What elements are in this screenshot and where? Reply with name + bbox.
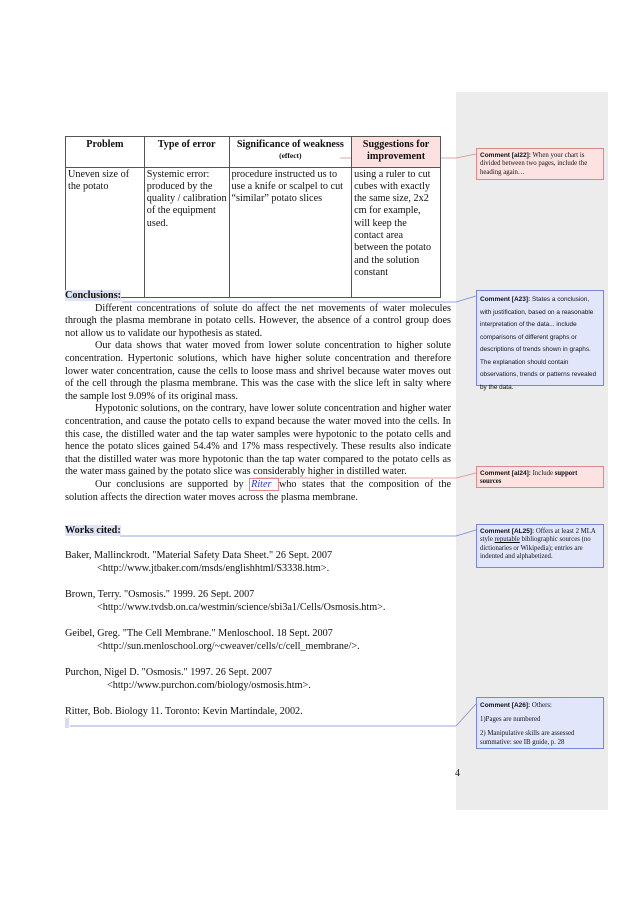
page-edge [608,0,638,902]
table-cell: procedure instructed us to use a knife or scalpel to cut “similar” potato slices [229,167,352,297]
citation-highlight[interactable]: Riter [251,478,277,490]
reference-entry: Ritter, Bob. Biology 11. Toronto: Kevin Martindale, 2002. [65,706,303,717]
header-subtitle: (effect) [279,151,302,161]
page-number: 4 [455,768,460,779]
reference-url: <http://www.purchon.com/biology/osmosis.htm>. [107,680,311,691]
paragraph: Hypotonic solutions, on the contrary, have lower solute concentration and higher water concentration, and cause the potato cells to expand because the water moved into the cells. In this case, the distilled water and the tap water samples were hypotonic to the potato cells and hence the potato slices gained 54.4% and 17% mass respectively. These results also indicate that the distilled water was more hypotonic than the tap water compared to the potato cells as the water mass gained by the potato slice was considerably higher in distilled water. [65,403,451,478]
table-header: Type of error [144,137,229,168]
conclusions-section [65,290,451,504]
paragraph: Our data shows that water moved from lower solute concentration to higher solute concentration. Hypertonic solutions, which have higher solute concentration and therefore lower water concentration, cause the cells to loose mass and shrivel because water moves out of the cell through the plasma membrane. This was the case with the slice left in salty where the sample lost 9.09% of its original mass. [65,340,451,402]
table-cell: using a ruler to cut cubes with exactly the same size, 2x2 cm for example, will keep the contact area between the potato and the solution constant [352,167,441,297]
works-cited-section [65,524,455,718]
table-row [66,167,441,297]
comment-a26[interactable]: Comment [A26]: Others: 1)Pages are numbered 2) Manipulative skills are assessed summative: see IB guide, p. 28 [476,697,604,749]
reference-url: <http://www.tvdsb.on.ca/westmin/science/sbi3a1/Cells/Osmosis.htm>. [97,602,386,613]
table-header: Significance of weakness (effect) [229,137,352,168]
reference-url: <http://www.jtbaker.com/msds/englishhtml/S3338.htm>. [97,563,330,574]
comment-al25[interactable]: Comment [AL25]: Offers at least 2 MLA style reputable bibliographic sources (no dictionaries or Wikipedia); entries are indented and alphabetized. [476,524,604,568]
works-cited-heading: Works cited: [65,525,121,536]
comment-a23[interactable]: Comment [A23]: States a conclusion, with justification, based on a reasonable interpretation of the data... include comparisons of different graphs or descriptions of trends shown in graphs. The explanation should contain observations, trends or patterns revealed by the data. [476,290,604,386]
table-cell: Systemic error: produced by the quality / calibration of the equipment used. [144,167,229,297]
comment-al22[interactable]: Comment [al22]: When your chart is divided between two pages, include the heading again… [476,148,604,180]
table-header: Problem [66,137,145,168]
paragraph: Different concentrations of solute do affect the net movements of water molecules through the plasma membrane in potato cells. However, the absence of a control group does not allow us to validate our hypothesis as stated. [65,302,451,339]
table-cell: Uneven size of the potato [66,167,145,297]
reference-entry: Brown, Terry. "Osmosis." 1999. 26 Sept. 2007 <http://www.tvdsb.on.ca/westmin/science/sbi3a1/Cells/Osmosis.htm>. [65,588,455,614]
error-analysis-table [65,136,441,298]
comment-al24[interactable]: Comment [al24]: Include support sources [476,466,604,488]
conclusions-heading: Conclusions: [65,290,122,301]
reference-entry: Baker, Mallinckrodt. "Material Safety Data Sheet." 26 Sept. 2007 <http://www.jtbaker.com/msds/englishhtml/S3338.htm>. [65,549,455,575]
table-header: Suggestions for improvement [352,137,441,168]
cursor-marker [65,718,69,728]
reference-entry: Purchon, Nigel D. "Osmosis." 1997. 26 Sept. 2007 <http://www.purchon.com/biology/osmosis.htm>. [65,666,455,692]
reference-url: <http://sun.menloschool.org/~cweaver/cells/c/cell_membrane/>. [97,641,360,652]
reference-entry: Geibel, Greg. "The Cell Membrane." Menloschool. 18 Sept. 2007 <http://sun.menloschool.org/~cweaver/cells/c/cell_membrane/>. [65,627,455,653]
paragraph: Our conclusions are supported by Riter who states that the composition of the solution affects the direction water moves across the plasma membrane. [65,478,452,503]
